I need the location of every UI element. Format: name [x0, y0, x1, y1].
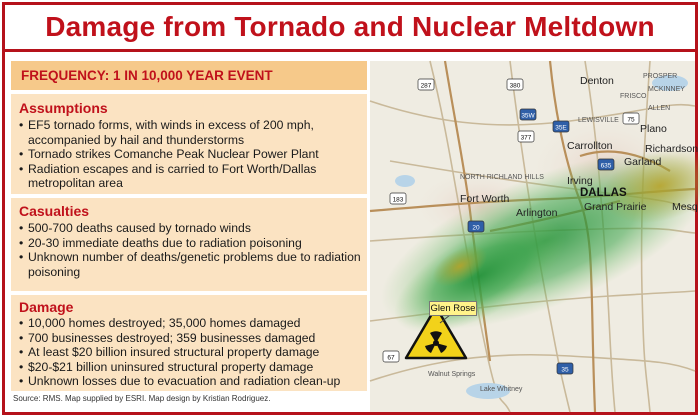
frequency-text: FREQUENCY: 1 IN 10,000 YEAR EVENT [21, 68, 273, 83]
map-label-north-richland-hills: NORTH RICHLAND HILLS [460, 174, 544, 181]
list-item: • Tornado strikes Comanche Peak Nuclear Power Plant [19, 147, 361, 162]
casualties-list [19, 221, 361, 279]
list-item: • 20-30 immediate deaths due to radiation poisoning [19, 236, 361, 251]
casualties-box [11, 198, 367, 291]
title-divider [5, 49, 695, 52]
damage-box [11, 295, 367, 391]
svg-text:20: 20 [472, 224, 480, 232]
route-shield-35E [553, 121, 569, 132]
map-label-lewisville: LEWISVILLE [578, 117, 619, 124]
map-label-arlington: Arlington [516, 207, 558, 219]
map-label-lake-whitney: Lake Whitney [480, 386, 523, 393]
svg-text:75: 75 [627, 116, 635, 124]
assumptions-heading: Assumptions [19, 100, 108, 116]
lake [395, 175, 415, 187]
list-item: • 10,000 homes destroyed; 35,000 homes damaged [19, 316, 361, 331]
svg-text:380: 380 [509, 82, 521, 90]
svg-text:35: 35 [561, 366, 569, 374]
map-label-irving: Irving [567, 175, 593, 187]
list-item: • Radiation escapes and is carried to Fort Worth/Dallas metropolitan area [19, 162, 361, 191]
svg-text:635: 635 [600, 162, 612, 170]
assumptions-box [11, 94, 367, 194]
route-shield-380 [507, 79, 523, 90]
page-title: Damage from Tornado and Nuclear Meltdown [45, 11, 655, 42]
map-label-fort-worth: Fort Worth [460, 193, 510, 205]
route-shield-35 [557, 363, 573, 374]
map-label-grand-prairie: Grand Prairie [584, 201, 647, 213]
map-label-prosper: PROSPER [643, 73, 678, 80]
info-panel [11, 61, 367, 391]
infographic-frame [2, 2, 698, 415]
route-shield-183 [390, 193, 406, 204]
svg-text:183: 183 [392, 196, 404, 204]
map-label-richardson: Richardson [645, 143, 699, 155]
casualties-heading: Casualties [19, 203, 90, 219]
map-label-mckinney: MCKINNEY [648, 86, 685, 93]
route-shield-20 [468, 221, 484, 232]
svg-text:35W: 35W [521, 112, 535, 120]
map-label-carrollton: Carrollton [567, 140, 613, 152]
plume-map [370, 61, 699, 412]
route-shield-35W [520, 109, 536, 120]
svg-text:287: 287 [420, 82, 432, 90]
list-item: • Unknown number of deaths/genetic problems due to radiation poisoning [19, 250, 361, 279]
map-label-denton: Denton [580, 75, 614, 87]
route-shield-377 [518, 131, 534, 142]
map-label-walnut-springs: Walnut Springs [428, 371, 476, 378]
damage-list [19, 316, 361, 389]
route-shield-635 [598, 159, 614, 170]
list-item: • Unknown losses due to evacuation and radiation clean-up [19, 374, 361, 389]
route-shield-67 [383, 351, 399, 362]
map-label-frisco: FRISCO [620, 93, 647, 100]
source-credit: Source: RMS. Map supplied by ESRI. Map design by Kristian Rodriguez. [13, 394, 271, 403]
assumptions-list [19, 118, 361, 191]
map-label-dallas: DALLAS [580, 187, 627, 199]
route-shield-287 [418, 79, 434, 90]
svg-text:377: 377 [520, 134, 532, 142]
frequency-banner [11, 61, 367, 90]
list-item: • EF5 tornado forms, with winds in excess of 200 mph, accompanied by hail and thunderstorms [19, 118, 361, 147]
map-label-glen-rose: Glen Rose [430, 303, 476, 314]
svg-text:35E: 35E [555, 124, 567, 132]
list-item: • At least $20 billion insured structural property damage [19, 345, 361, 360]
route-shield-75 [623, 113, 639, 124]
list-item: • $20-$21 billion uninsured structural property damage [19, 360, 361, 375]
list-item: • 700 businesses destroyed; 359 businesses damaged [19, 331, 361, 346]
map-graphic [370, 61, 695, 412]
map-label-plano: Plano [640, 123, 667, 135]
damage-heading: Damage [19, 299, 74, 315]
map-label-allen: ALLEN [648, 105, 671, 112]
map-label-garland: Garland [624, 156, 662, 168]
list-item: • 500-700 deaths caused by tornado winds [19, 221, 361, 236]
svg-text:67: 67 [387, 354, 395, 362]
map-label-mesquite: Mesq [672, 201, 698, 213]
